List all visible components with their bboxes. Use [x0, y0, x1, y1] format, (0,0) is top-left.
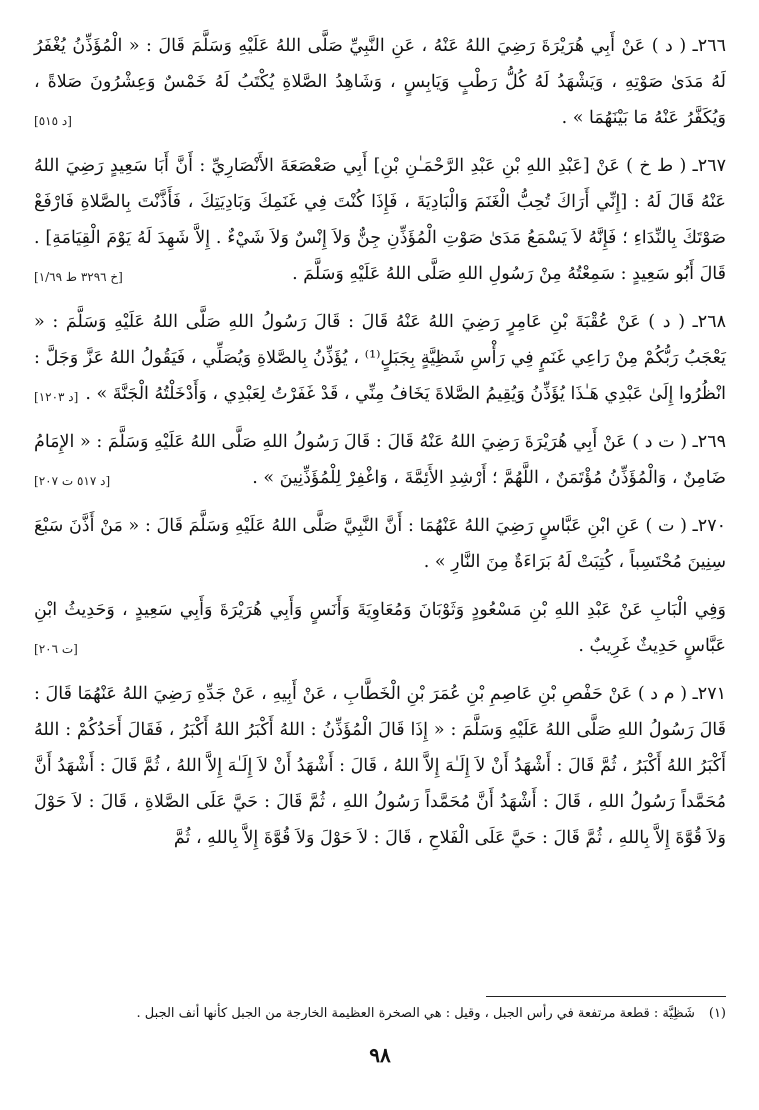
hadith-reference: [د ٥١٥]	[34, 114, 72, 128]
hadith-267	[34, 148, 726, 292]
book-page	[34, 28, 726, 1088]
hadith-269	[34, 424, 726, 496]
hadith-text: وَفِي الْبَابِ عَنْ عَبْدِ اللهِ بْنِ مَسْعُودٍ وَثَوْبَانَ وَمُعَاوِيَةَ وَأَنَسٍ وَأَبِي هُرَيْرَةَ وَأَبِي سَعِيدٍ ، وَحَدِيثُ ابْنِ عَبَّاسٍ حَدِيثٌ غَرِيبٌ .	[34, 600, 726, 656]
footnote-text: شَظِيَّة : قطعة مرتفعة في رأس الجبل ، وقيل : هي الصخرة العظيمة الخارجة من الجبل كأنها أنف الجبل .	[136, 1006, 695, 1021]
hadith-270-note	[34, 592, 726, 664]
hadith-text: ٢٦٨ـ ( د ) عَنْ عُقْبَةَ بْنِ عَامِرٍ رَضِيَ اللهُ عَنْهُ قَالَ : قَالَ رَسُولُ اللهِ صَلَّى اللهُ عَلَيْهِ وَسَلَّمَ : « يَعْجَبُ رَبُّكُمْ مِنْ رَاعِي غَنَمٍ فِي رَأْسِ شَظِيَّةٍ بِجَبَلٍ⁽¹⁾ ، يُؤَذِّنُ بِالصَّلاةِ وَيُصَلِّي ، فَيَقُولُ اللهُ عَزَّ وَجَلَّ : انْظُرُوا إِلَىٰ عَبْدِي هَـٰذَا يُؤَذِّنُ وَيُقِيمُ الصَّلاةَ يَخَافُ مِنِّي ، قَدْ غَفَرْتُ لِعَبْدِي ، وَأَدْخَلْتُهُ الْجَنَّةَ » .	[34, 312, 726, 404]
hadith-text: ٢٦٦ـ ( د ) عَنْ أَبِي هُرَيْرَةَ رَضِيَ اللهُ عَنْهُ ، عَنِ النَّبِيِّ صَلَّى اللهُ عَلَيْهِ وَسَلَّمَ قَالَ : « الْمُؤَذِّنُ يُغْفَرُ لَهُ مَدَىٰ صَوْتِهِ ، وَيَشْهَدُ لَهُ كُلُّ رَطْبٍ وَيَابِسٍ ، وَشَاهِدُ الصَّلاةِ يُكْتَبُ لَهُ خَمْسٌ وَعِشْرُونَ صَلاةً ، وَيُكَفَّرُ عَنْهُ مَا بَيْنَهُمَا » .	[34, 36, 726, 128]
footnote-number: (١)	[708, 1006, 726, 1021]
hadith-text: ٢٦٧ـ ( ط خ ) عَنْ [عَبْدِ اللهِ بْنِ عَبْدِ الرَّحْمَـٰنِ بْنِ] أَبِي صَعْصَعَةَ الأَنْصَارِيِّ : أَنَّ أَبَا سَعِيدٍ رَضِيَ اللهُ عَنْهُ قَالَ لَهُ : [إِنِّي أَرَاكَ تُحِبُّ الْغَنَمَ وَالْبَادِيَةَ ، فَإِذَا كُنْتَ فِي غَنَمِكَ وَبَادِيَتِكَ ، فَأَذَّنْتَ بِالصَّلاةِ فَارْفَعْ صَوْتَكَ بِالنِّدَاءِ ؛ فَإِنَّهُ لاَ يَسْمَعُ مَدَىٰ صَوْتِ الْمُؤَذِّنِ جِنٌّ وَلاَ إِنْسٌ وَلاَ شَيْءٌ . إِلاَّ شَهِدَ لَهُ يَوْمَ الْقِيَامَةِ] . قَالَ أَبُو سَعِيدٍ : سَمِعْتُهُ مِنْ رَسُولِ اللهِ صَلَّى اللهُ عَلَيْهِ وَسَلَّمَ .	[34, 156, 726, 284]
hadith-text: ٢٧١ـ ( م د ) عَنْ حَفْصِ بْنِ عَاصِمِ بْنِ عُمَرَ بْنِ الْخَطَّابِ ، عَنْ أَبِيهِ ، عَنْ جَدِّهِ رَضِيَ اللهُ عَنْهُمَا قَالَ : قَالَ رَسُولُ اللهِ صَلَّى اللهُ عَلَيْهِ وَسَلَّمَ : « إِذَا قَالَ الْمُؤَذِّنُ : اللهُ أَكْبَرُ اللهُ أَكْبَرُ ، فَقَالَ أَحَدُكُمْ : اللهُ أَكْبَرُ اللهُ أَكْبَرُ ، ثُمَّ قَالَ : أَشْهَدُ أَنْ لاَ إِلَـٰهَ إِلاَّ اللهُ ، قَالَ : أَشْهَدُ أَنْ لاَ إِلَـٰهَ إِلاَّ اللهُ ، ثُمَّ قَالَ : أَشْهَدُ أَنَّ مُحَمَّداً رَسُولُ اللهِ ، قَالَ : أَشْهَدُ أَنَّ مُحَمَّداً رَسُولُ اللهِ ، ثُمَّ قَالَ : حَيَّ عَلَى الصَّلاةِ ، قَالَ : لاَ حَوْلَ وَلاَ قُوَّةَ إِلاَّ بِاللهِ ، ثُمَّ قَالَ : حَيَّ عَلَى الْفَلاحِ ، قَالَ : لاَ حَوْلَ وَلاَ قُوَّةَ إِلاَّ بِاللهِ ، ثُمَّ	[34, 684, 726, 848]
footnote-divider	[486, 996, 726, 997]
page-number: ٩٨	[369, 1043, 391, 1067]
hadith-text: ٢٦٩ـ ( ت د ) عَنْ أَبِي هُرَيْرَةَ رَضِيَ اللهُ عَنْهُ قَالَ : قَالَ رَسُولُ اللهِ صَلَّى اللهُ عَلَيْهِ وَسَلَّمَ : « الإِمَامُ ضَامِنٌ ، وَالْمُؤَذِّنُ مُؤْتَمَنٌ ، اللَّهُمَّ ؛ أَرْشِدِ الأَئِمَّةَ ، وَاغْفِرْ لِلْمُؤَذِّنِينَ » .	[34, 432, 726, 488]
footnote	[34, 1002, 726, 1026]
hadith-reference: [خ ٣٢٩٦ ط ١/٦٩]	[34, 270, 123, 284]
hadith-reference: [د ١٢٠٣]	[34, 390, 79, 404]
hadith-text: ٢٧٠ـ ( ت ) عَنِ ابْنِ عَبَّاسٍ رَضِيَ اللهُ عَنْهُمَا : أَنَّ النَّبِيَّ صَلَّى اللهُ عَلَيْهِ وَسَلَّمَ قَالَ : « مَنْ أَذَّنَ سَبْعَ سِنِينَ مُحْتَسِباً ، كُتِبَتْ لَهُ بَرَاءَةٌ مِنَ النَّارِ » .	[34, 516, 726, 572]
hadith-266	[34, 28, 726, 136]
hadith-reference: [د ٥١٧ ت ٢٠٧]	[34, 474, 111, 488]
hadith-268	[34, 304, 726, 412]
hadith-271	[34, 676, 726, 856]
hadith-270	[34, 508, 726, 580]
hadith-reference: [ت ٢٠٦]	[34, 642, 78, 656]
